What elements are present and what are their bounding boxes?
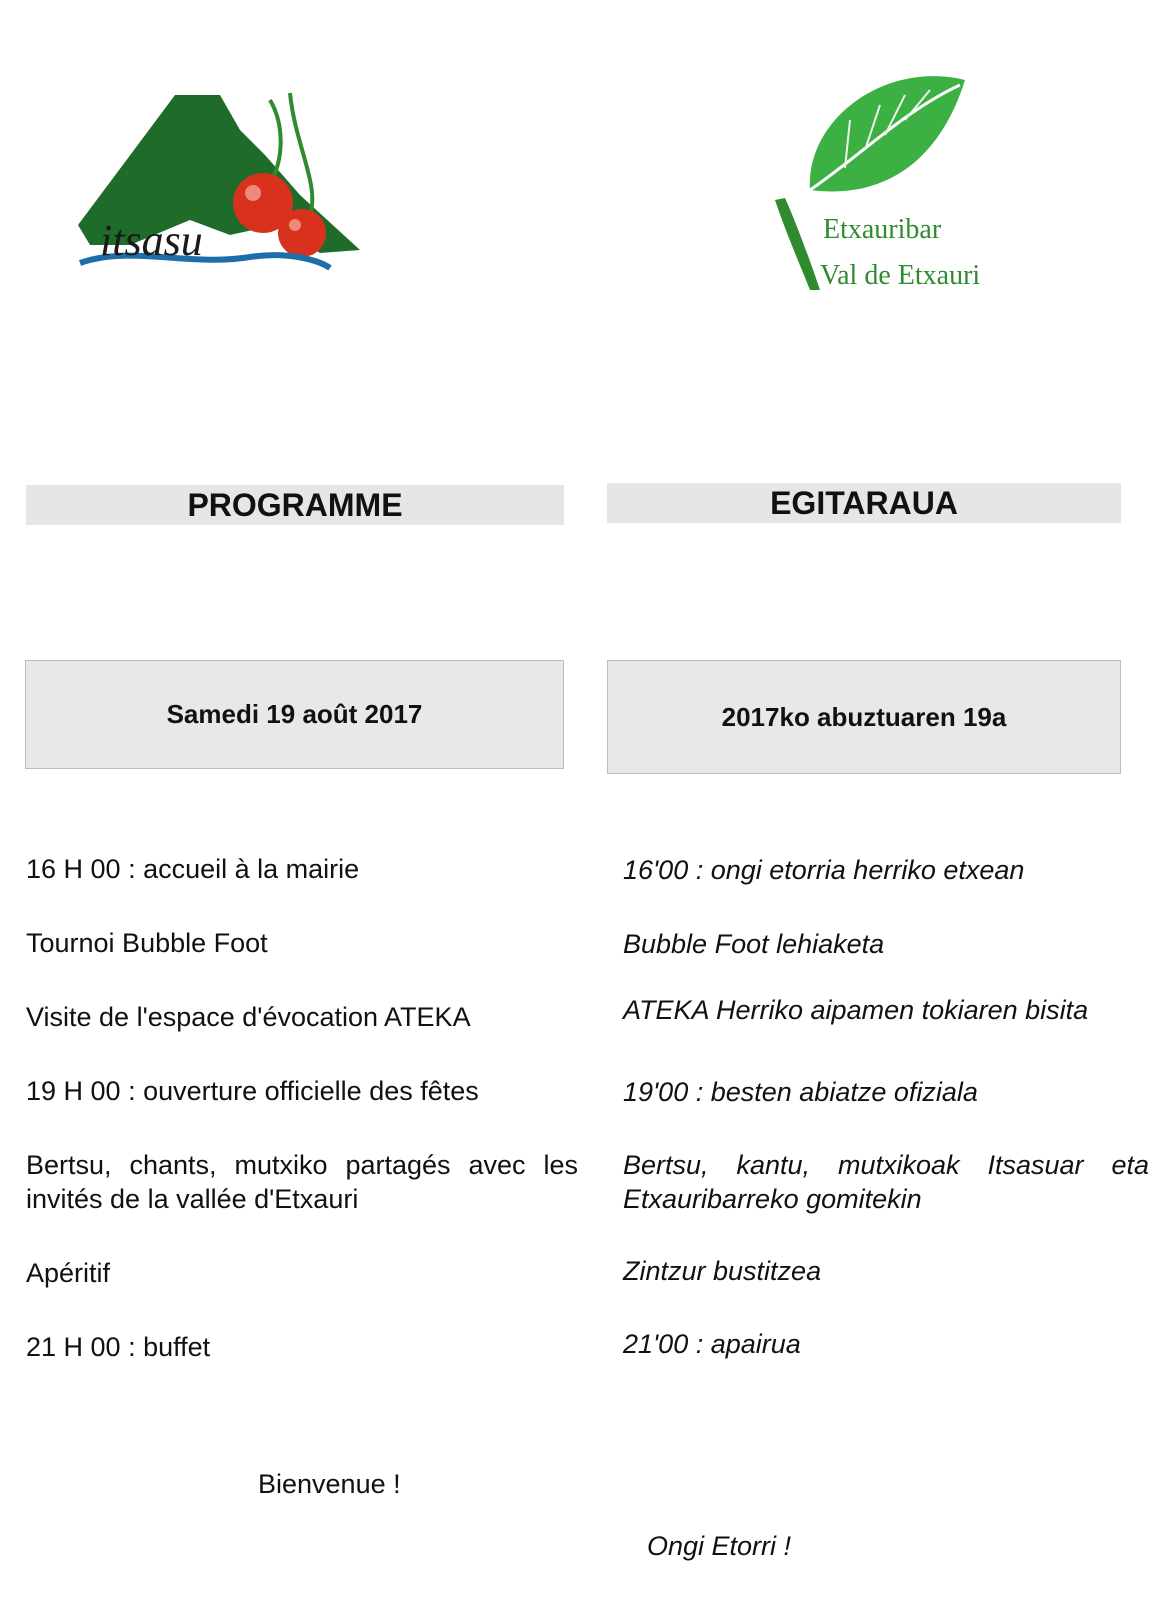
header-egitaraua <box>607 483 1121 523</box>
programme-item-fr: Bertsu, chants, mutxiko partagés avec les invités de la vallée d'Etxauri <box>26 1150 578 1214</box>
date-box-fr <box>25 660 564 769</box>
closing-fr: Bienvenue ! <box>258 1469 401 1499</box>
date-fr: Samedi 19 août 2017 <box>166 699 423 729</box>
itsasu-logo-text: itsasu <box>100 216 203 265</box>
programme-item-eu: 16'00 : ongi etorria herriko etxean <box>623 855 1025 885</box>
programme-item-eu: Bubble Foot lehiaketa <box>623 929 885 959</box>
etxauribar-logo-line1: Etxauribar <box>823 214 942 245</box>
programme-item-fr: 16 H 00 : accueil à la mairie <box>26 854 360 884</box>
leaf-logo-graphic <box>765 50 995 300</box>
programme-item-fr: Tournoi Bubble Foot <box>26 928 268 958</box>
programme-item-eu: Zintzur bustitzea <box>623 1256 822 1286</box>
programme-item-eu: ATEKA Herriko aipamen tokiaren bisita <box>623 995 1089 1025</box>
programme-item-fr: 19 H 00 : ouverture officielle des fêtes <box>26 1076 479 1106</box>
programme-item-eu: Bertsu, kantu, mutxikoak Itsasuar eta Etxauribarreko gomitekin <box>623 1150 1149 1214</box>
programme-item-fr: 21 H 00 : buffet <box>26 1332 211 1362</box>
header-programme <box>26 485 564 525</box>
date-box-eu <box>607 660 1121 774</box>
itsasu-logo-graphic <box>70 85 370 290</box>
programme-item-eu: 19'00 : besten abiatze ofiziala <box>623 1077 978 1107</box>
etxauribar-logo <box>765 50 995 300</box>
programme-item-eu: 21'00 : apairua <box>623 1329 801 1359</box>
programme-item-fr: Visite de l'espace d'évocation ATEKA <box>26 1002 471 1032</box>
date-eu: 2017ko abuztuaren 19a <box>721 701 1007 732</box>
programme-item-fr: Apéritif <box>26 1258 111 1288</box>
header-programme-label: PROGRAMME <box>187 487 403 523</box>
etxauribar-logo-line2: Val de Etxauri <box>820 260 981 291</box>
header-egitaraua-label: EGITARAUA <box>770 485 958 521</box>
closing-eu: Ongi Etorri ! <box>647 1531 792 1561</box>
itsasu-logo <box>70 85 370 290</box>
